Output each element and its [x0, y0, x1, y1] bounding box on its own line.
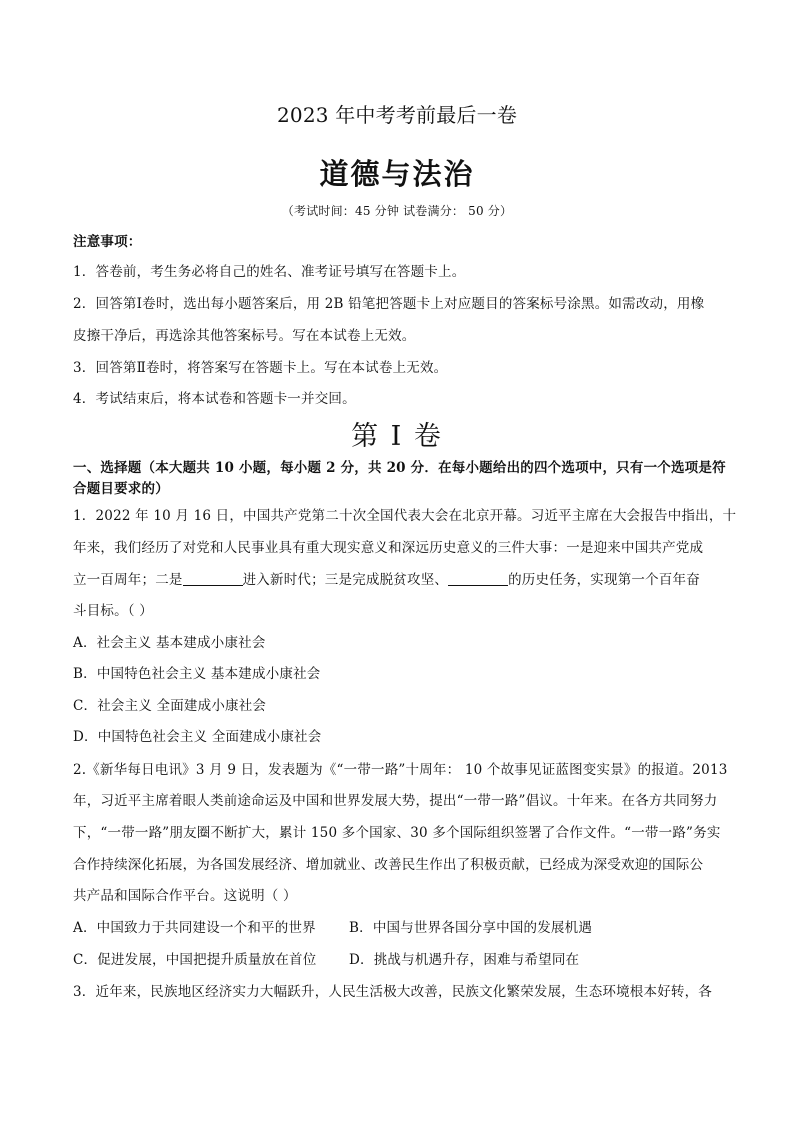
answer-option: B．中国特色社会主义 基本建成小康社会 [73, 666, 321, 682]
answer-blank [183, 571, 243, 586]
answer-blank [448, 571, 508, 586]
question-text: 3．近年来，民族地区经济实力大幅跃升，人民生活极大改善，民族文化繁荣发展，生态环境根本好转，各 [73, 984, 712, 1000]
subject-title: 道德与法治 [319, 157, 475, 191]
question-text-part: 的历史任务，实现第一个百年奋 [508, 572, 700, 588]
question-text: 2.《新华每日电讯》3 月 9 日，发表题为《“一带一路”十周年： 10 个故事见证蓝图变实景》的报道。2013 [73, 762, 728, 778]
question-text [73, 570, 738, 590]
question-text: 年，习近平主席着眼人类前途命运及中国和世界发展大势，提出“一带一路”倡议。十年来。在各方共同努力 [73, 793, 718, 809]
note-item: 皮擦干净后，再选涂其他答案标号。写在本试卷上无效。 [73, 328, 416, 344]
option-row [73, 918, 738, 938]
question-text: 1．2022 年 10 月 16 日，中国共产党第二十次全国代表大会在北京开幕。习近平主席在大会报告中指出，十 [73, 508, 737, 524]
answer-option: C．促进发展，中国把提升质量放在首位 [73, 952, 317, 968]
question-text: 合作持续深化拓展，为各国发展经济、增加就业、改善民生作出了积极贡献，已经成为深受欢迎的国际公 [73, 857, 704, 873]
answer-option: C．社会主义 全面建成小康社会 [73, 698, 267, 714]
question-text: 共产品和国际合作平台。这说明（ ） [73, 888, 297, 904]
note-item: 3．回答第Ⅱ卷时，将答案写在答题卡上。写在本试卷上无效。 [73, 360, 448, 376]
question-text-part: 进入新时代；三是完成脱贫攻坚、 [242, 572, 449, 588]
exam-title: 2023 年中考考前最后一卷 [276, 103, 518, 127]
question-text-part: 立一百周年；二是 [73, 572, 183, 588]
question-text: 年来，我们经历了对党和人民事业具有重大现实意义和深远历史意义的三件大事：一是迎来中国共产党成 [73, 540, 704, 556]
notes-heading: 注意事项： [73, 234, 142, 250]
answer-option: A．社会主义 基本建成小康社会 [73, 635, 266, 651]
exam-info: （考试时间：45 分钟 试卷满分： 50 分） [281, 204, 513, 218]
note-item: 4．考试结束后，将本试卷和答题卡一并交回。 [73, 391, 356, 407]
answer-option: B．中国与世界各国分享中国的发展机遇 [349, 920, 593, 936]
volume-title: 第 I 卷 [351, 421, 443, 452]
option-row [73, 950, 738, 970]
question-text: 下，“一带一路”朋友圈不断扩大，累计 150 多个国家、30 多个国际组织签署了合作文件。“一带一路”务实 [73, 825, 721, 841]
section-heading: 合题目要求的） [73, 481, 169, 497]
answer-option: D．挑战与机遇升存，困难与希望同在 [349, 952, 580, 968]
answer-option: A．中国致力于共同建设一个和平的世界 [73, 920, 316, 936]
question-text: 斗目标。（ ） [73, 603, 153, 619]
section-heading: 一、选择题（本大题共 10 小题，每小题 2 分，共 20 分．在每小题给出的四个选项中，只有一个选项是符 [73, 460, 726, 476]
answer-option: D．中国特色社会主义 全面建成小康社会 [73, 729, 322, 745]
note-item: 1．答卷前，考生务必将自己的姓名、准考证号填写在答题卡上。 [73, 264, 466, 280]
note-item: 2．回答第Ⅰ卷时，选出每小题答案后，用 2B 铅笔把答题卡上对应题目的答案标号涂黑。如需改动，用橡 [73, 296, 705, 312]
